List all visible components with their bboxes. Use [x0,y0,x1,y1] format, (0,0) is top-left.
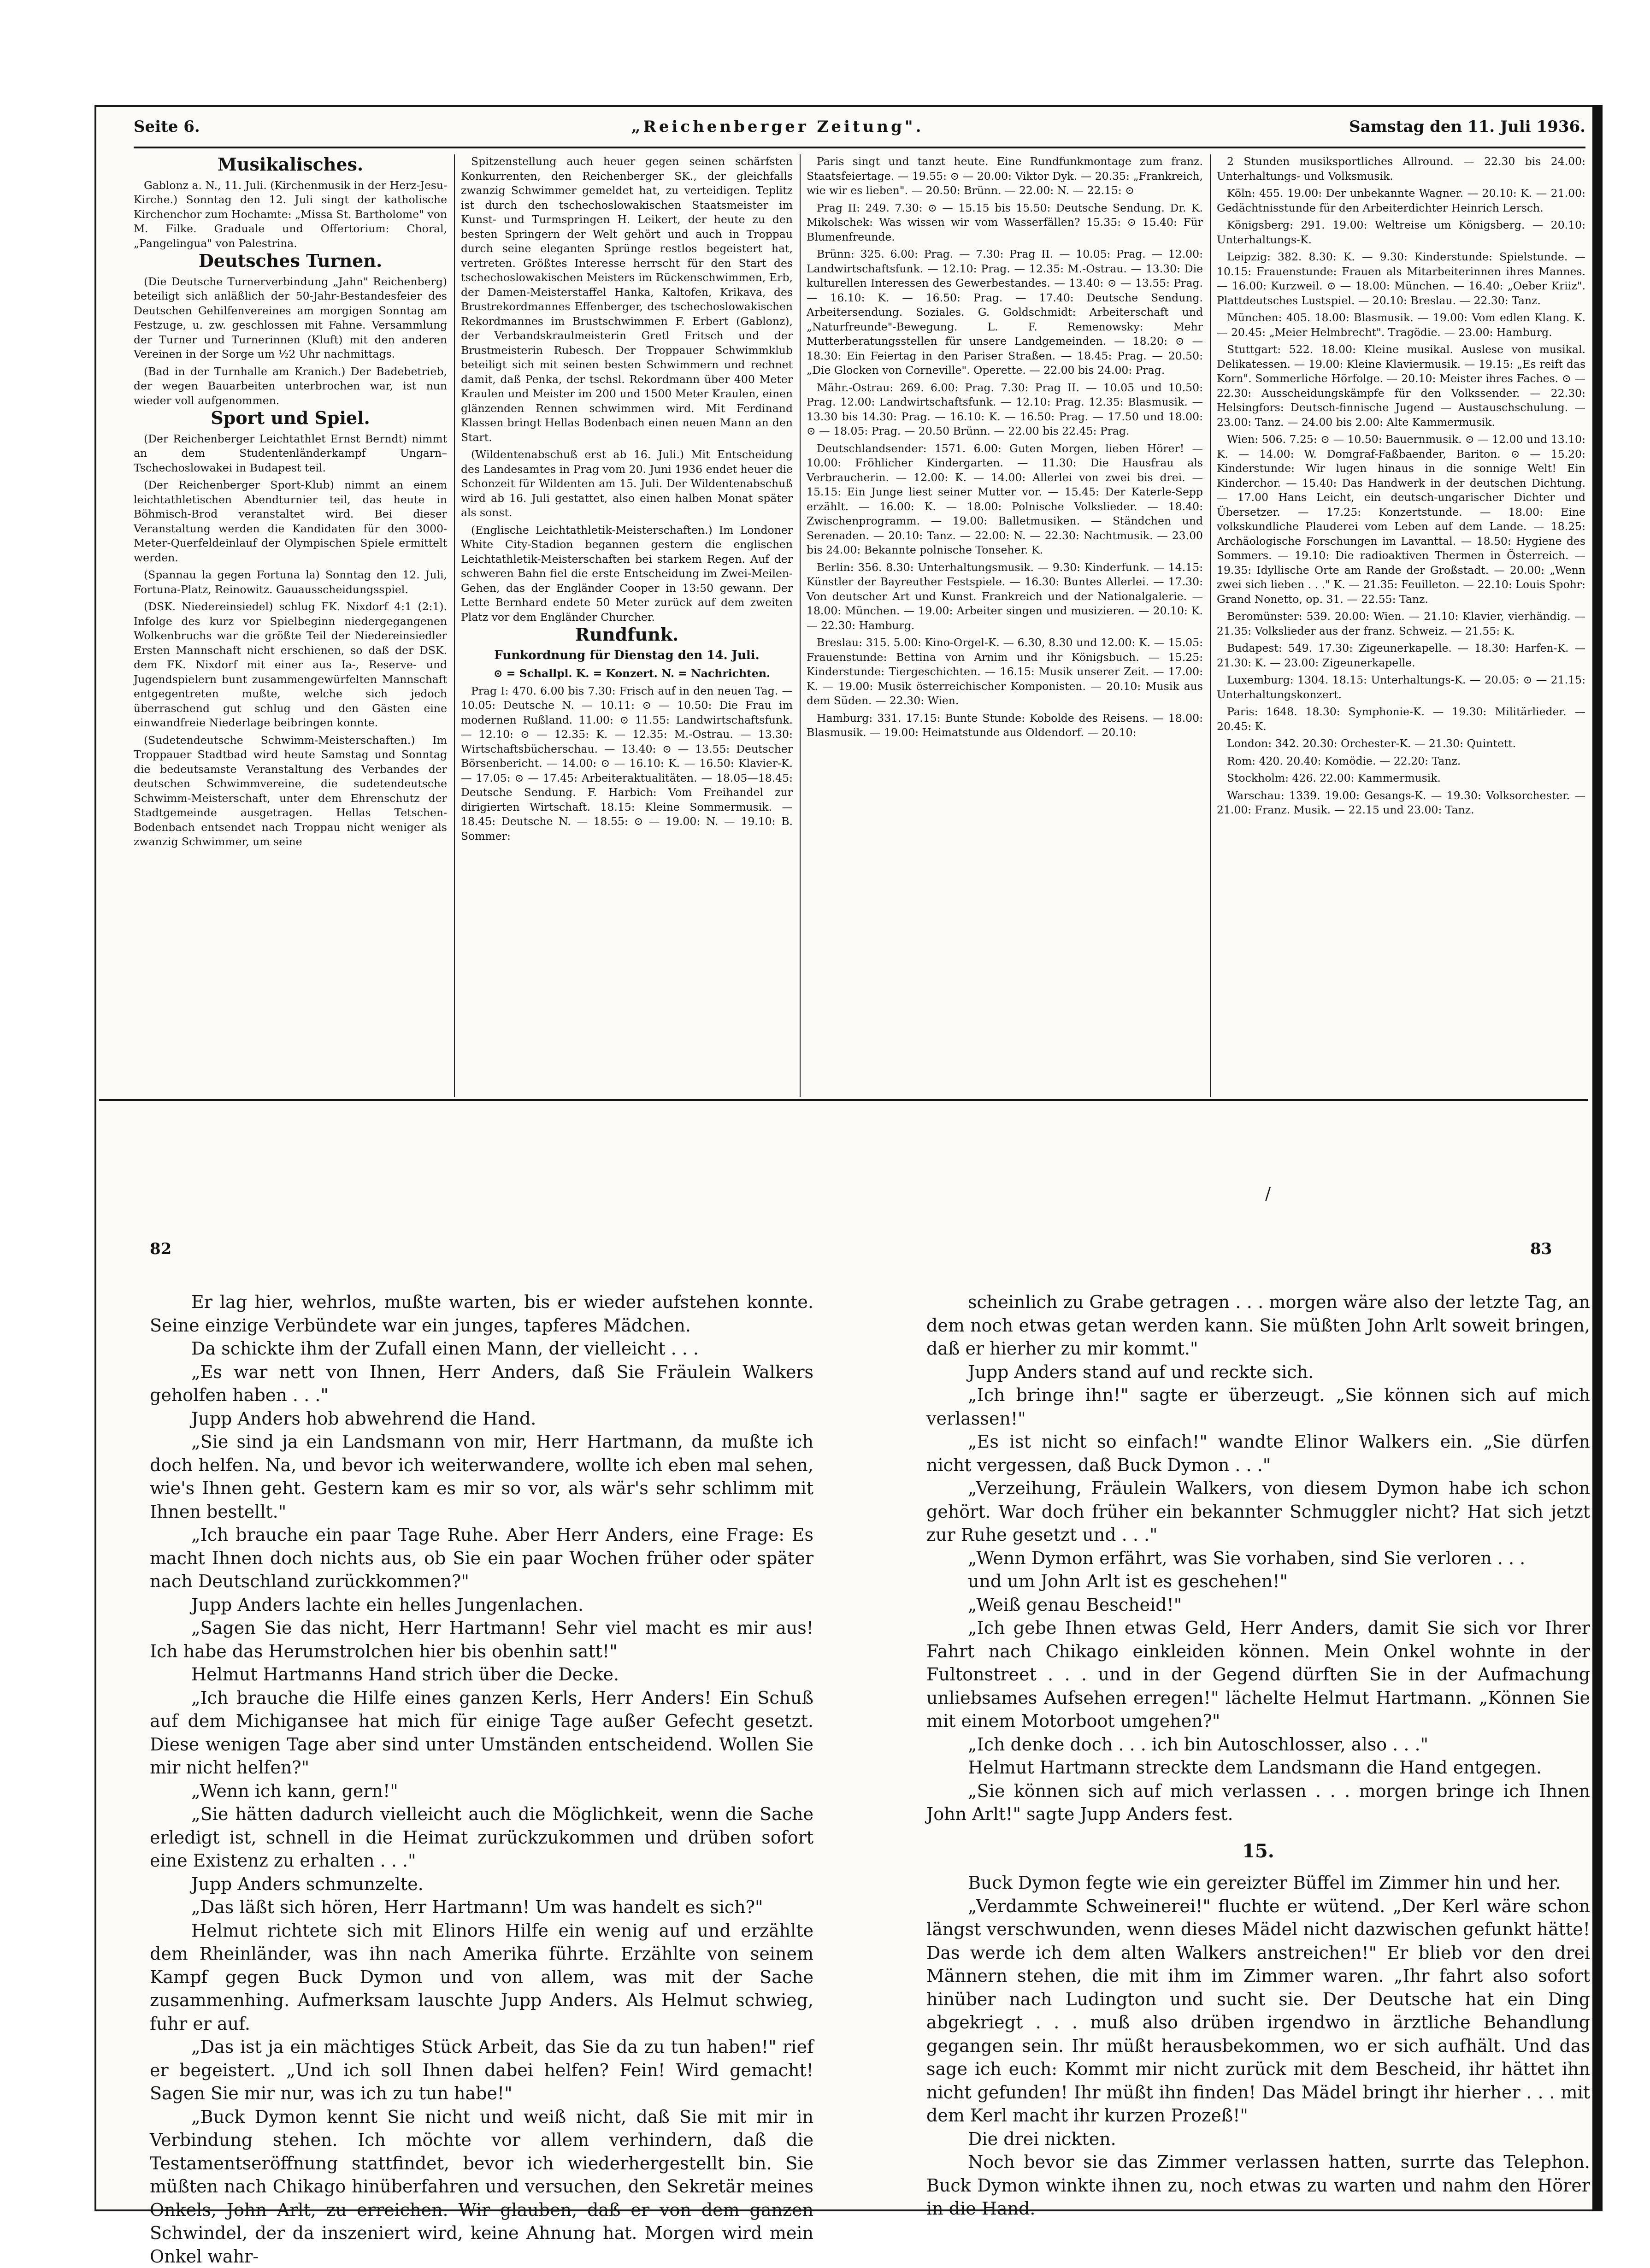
article-schwimmen-cont: Spitzenstellung auch heuer gegen seinen schärfsten Konkurrenten, den Reichenberger SK., der gleichfalls zwanzig Schwimmer gemeldet hat, zu verteidigen. Teplitz ist durch den tschechoslowakischen Staatsmeister im Kunst- und Turmspringen H. Leikert, der heute zu den besten Springern der Welt gehört und auch in Troppau durch seine eleganten Sprünge restlos begeistert hat, vertreten. Größtes Interesse herrscht für den Start des tschechoslowakischen Meisters im Rückenschwimmen, Erb, der Damen-Meisterstaffel Hanka, Kaltofen, Krikava, des Brustrekordmannes Effenberger, des tschechoslowakischen Rekordmannes im Brustschwimmen F. Erbert (Gablonz), der Verbandskraulmeisterin Gretl Fritsch und der Brustmeisterin Rubesch. Der Troppauer Schwimmklub beteiligt sich mit seinen besten Schwimmern und rechnet damit, daß Penka, der tschsl. Rekordmann über 400 Meter Kraulen und Meister im 200 und 1500 Meter Kraulen, einen glänzenden Rennen schwimmen wird. Mit Ferdinand Klassen bringt Hellas Bodenbach einen neuen Mann an den Start. [461,154,793,445]
novel-paragraph: Jupp Anders stand auf und reckte sich. [926,1361,1590,1384]
section-divider-rule [99,1099,1588,1101]
article-spannau: (Spannau la gegen Fortuna la) Sonntag den 12. Juli, Fortuna-Platz, Reinowitz. Gauausscheidungsspiel. [134,568,447,597]
article-music: Gablonz a. N., 11. Juli. (Kirchenmusik in der Herz-Jesu-Kirche.) Sonntag den 12. Juli singt der katholische Kirchenchor zum Hochamte: „Missa St. Bartholome" von M. Filke. Graduale und Offertorium: Choral, „Pangelingua" von Palestrina. [134,178,447,251]
column-sport-radio [461,154,793,1095]
article-niedereinsiedel: (DSK. Niedereinsiedel) schlug FK. Nixdorf 4:1 (2:1). Infolge des kurz vor Spielbeginn niedergegangenen Wolkenbruchs war die größte Teil der Niedereinsiedler Ersten Mannschaft nicht erschienen, so daß der DSK. dem FK. Nixdorf mit einer aus Ia-, Reserve- und Jugendspielern bunt zusammengewürfelten Mannschaft entgegentreten mußte, welche sich jedoch überraschend gut schlug und den Gästen eine einwandfreie Niederlage beibringen konnte. [134,600,447,730]
article-wildenten: (Wildentenabschuß erst ab 16. Juli.) Mit Entscheidung des Landesamtes in Prag vom 20. Juni 1936 endet heuer die Schonzeit für Wildenten am 15. Juli. Der Wildentenabschuß wird ab 16. Juli gestattet, also einen halben Monat später als sonst. [461,448,793,520]
novel-paragraph: „Weiß genau Bescheid!" [926,1593,1590,1617]
novel-paragraph: Helmut Hartmann streckte dem Landsmann die Hand entgegen. [926,1756,1590,1779]
column-divider [1210,154,1211,1097]
radio-luxemburg: Luxemburg: 1304. 18.15: Unterhaltungs-K. — 20.05: ⊙ — 21.15: Unterhaltungskonzert. [1217,673,1585,702]
radio-paris: Paris: 1648. 18.30: Symphonie-K. — 19.30: Militärlieder. — 20.45: K. [1217,705,1585,734]
novel-paragraph: „Das läßt sich hören, Herr Hartmann! Um was handelt es sich?" [150,1896,813,1919]
novel-paragraph: „Wenn ich kann, gern!" [150,1779,813,1803]
novel-paragraph: „Sie können sich auf mich verlassen . . . morgen bringe ich Ihnen John Arlt!" sagte Jupp Anders fest. [926,1779,1590,1826]
article-bad-turnhalle: (Bad in der Turnhalle am Kranich.) Der Badebetrieb, der wegen Bauarbeiten unterbrochen war, ist nun wieder voll aufgenommen. [134,365,447,408]
article-berndt: (Der Reichenberger Leichtathlet Ernst Berndt) nimmt an dem Studentenländerkampf Ungarn–Tschechoslowakei in Budapest teil. [134,432,447,476]
novel-paragraph: Da schickte ihm der Zufall einen Mann, der vielleicht . . . [150,1337,813,1361]
novel-paragraph: Jupp Anders lachte ein helles Jungenlachen. [150,1593,813,1617]
print-mark: / [1265,1184,1271,1203]
header-rule [134,147,1585,148]
novel-paragraph: und um John Arlt ist es geschehen!" [926,1570,1590,1593]
section-heading-radio: Rundfunk. [461,627,793,642]
radio-maehr-ostrau: Mähr.-Ostrau: 269. 6.00: Prag. 7.30: Prag II. — 10.05 und 10.50: Prag. 12.00: Landwirtschaftsfunk. — 12.10: Prag. 12.35: Blasmusik. — 13.30 bis 14.30: Prag. — 16.10: K. — 16.50: Prag. — 17.50 und 18.00: ⊙ — 18.05: Prag. — 20.50 Brünn. — 22.00 bis 22.45: Prag. [807,381,1203,439]
column-divider [800,154,801,1097]
radio-prag-1: Prag I: 470. 6.00 bis 7.30: Frisch auf in den neuen Tag. — 10.05: Deutsche N. — 10.11: ⊙ — 10.50: Die Frau im modernen Rußland. 11.00: ⊙ 11.55: Landwirtschaftsfunk. — 12.10: ⊙ — 12.35: K. — 12.35: M.-Ostrau. — 13.30: Wirtschaftsbücherschau. — 13.40: ⊙ — 13.55: Deutscher Börsenbericht. — 14.00: ⊙ — 16.10: K. — 16.50: Klavier-K. — 17.05: ⊙ — 17.45: Arbeiteraktualitäten. — 18.05—18.45: Deutsche Sendung. F. Harbich: Vom Freihandel zur dirigierten Wirtschaft. 18.15: Kleine Sommermusik. — 18.45: Deutsche N. — 18.55: ⊙ — 19.00: N. — 19.10: B. Sommer: [461,684,793,844]
radio-koeln: Köln: 455. 19.00: Der unbekannte Wagner. — 20.10: K. — 21.00: Gedächtnisstunde für den Arbeiterdichter Heinrich Lersch. [1217,186,1585,215]
novel-paragraph: „Das ist ja ein mächtiges Stück Arbeit, das Sie da zu tun haben!" rief er begeistert. „Und ich soll Ihnen dabei helfen? Fein! Wird gemacht! Sagen Sie mir nur, was ich zu tun habe!" [150,2035,813,2105]
column-divider [454,154,455,1097]
chapter-number: 15. [926,1840,1590,1863]
radio-warschau: Warschau: 1339. 19.00: Gesangs-K. — 19.30: Volksorchester. — 21.00: Franz. Musik. — 22.15 und 23.00: Tanz. [1217,789,1585,818]
radio-muenchen: München: 405. 18.00: Blasmusik. — 19.00: Vom edlen Klang. K. — 20.45: „Meier Helmbrecht". Tragödie. — 23.00: Hamburg. [1217,311,1585,340]
issue-date: Samstag den 11. Juli 1936. [1349,118,1585,136]
novel-paragraph: „Sie sind ja ein Landsmann von mir, Herr Hartmann, da mußte ich doch helfen. Na, und bevor ich weiterwandere, wollte ich eben mal sehen, wie's Ihnen geht. Gestern kam es mir so vor, als wär's sehr schlimm mit Ihnen bestellt." [150,1430,813,1523]
column-sport [134,154,447,1095]
novel-paragraph: „Es ist nicht so einfach!" wandte Elinor Walkers ein. „Sie dürfen nicht vergessen, daß Buck Dymon . . ." [926,1430,1590,1477]
page-label: Seite 6. [134,118,200,136]
article-sport-klub: (Der Reichenberger Sport-Klub) nimmt an einem leichtathletischen Abendturnier teil, das heute in Böhmisch-Brod veranstaltet wird. Bei dieser Veranstaltung werden die Kandidaten für den 3000-Meter-Querfeldeinlauf der Olympischen Spiele ermittelt werden. [134,478,447,565]
article-englische-meisterschaften: (Englische Leichtathletik-Meisterschaften.) Im Londoner White City-Stadion begannen gestern die englischen Leichtathletik-Meisterschaften bei starkem Regen. Auf der schweren Bahn fiel die erste Entscheidung im Zwei-Meilen-Gehen, das der Engländer Cooper in 13:50 gewann. Der Lette Bernhard endete 50 Meter zurück auf dem zweiten Platz vor dem Engländer Churcher. [461,523,793,625]
radio-wien: Wien: 506. 7.25: ⊙ — 10.50: Bauernmusik. ⊙ — 12.00 und 13.10: K. — 14.00: W. Domgraf-Faßbaender, Bariton. ⊙ — 15.20: Kinderstunde: Wir lugen hinaus in die sonnige Welt! Ein Kinderchor. — 15.40: Das Handwerk in der deutschen Dichtung. — 17.00 Hans Leicht, ein deutsch-ungarischer Dichter und Übersetzer. — 17.25: Konzertstunde. — 18.00: Eine volkskundliche Plauderei vom Leben auf dem Lande. — 18.25: Archäologische Forschungen im Lavanttal. — 18.50: Hygiene des Sommers. — 19.10: Die radioaktiven Thermen in Österreich. — 19.35: Idyllische Orte am Rande der Großstadt. — 20.00: „Wenn zwei sich lieben . . ." K. — 21.35: Feuilleton. — 22.10: Louis Spohr: Grand Nonetto, op. 31. — 22.55: Tanz. [1217,432,1585,607]
novel-paragraph: „Ich denke doch . . . ich bin Autoschlosser, also . . ." [926,1733,1590,1756]
novel-paragraph: „Es war nett von Ihnen, Herr Anders, daß Sie Fräulein Walkers geholfen haben . . ." [150,1361,813,1407]
radio-subheading: Funkordnung für Dienstag den 14. Juli. [461,648,793,663]
novel-paragraph: „Verdammte Schweinerei!" fluchte er wütend. „Der Kerl wäre schon längst verschwunden, wenn dieses Mädel nicht dazwischen gefunkt hätte! Das werde ich dem alten Walkers anstreichen!" Er blieb vor den drei Männern stehen, die mit ihm im Zimmer waren. „Ihr fahrt also sofort hinüber nach Ludington und sucht sie. Der Deutsche hat ein Ding abgekriegt . . . muß also drüben irgendwo in ärztliche Behandlung gegangen sein. Ihr müßt herausbekommen, wo er sich aufhält. Und das sage ich euch: Kommt mir nicht zurück mit dem Bescheid, ihr hättet ihn nicht gefunden! Ihr müßt ihn finden! Das Mädel bringt ihr hierher . . . mit dem Kerl macht ihr kurzen Prozeß!" [926,1895,1590,2127]
radio-breslau: Breslau: 315. 5.00: Kino-Orgel-K. — 6.30, 8.30 und 12.00: K. — 15.05: Frauenstunde: Bettina von Arnim und ihr Königsbuch. — 15.25: Kinderstunde: Tiergeschichten. — 16.15: Musik unserer Zeit. — 17.00: K. — 19.00: Musik österreichischer Komponisten. — 20.10: Musik aus dem Süden. — 22.30: Wien. [807,636,1203,708]
novel-page-number-right: 83 [1530,1240,1552,1258]
radio-budapest: Budapest: 549. 17.30: Zigeunerkapelle. — 18.30: Harfen-K. — 21.30: K. — 23.00: Zigeunerkapelle. [1217,641,1585,670]
novel-paragraph: Jupp Anders hob abwehrend die Hand. [150,1407,813,1431]
novel-paragraph: „Sagen Sie das nicht, Herr Hartmann! Sehr viel macht es mir aus! Ich habe das Herumstrolchen hier bis obenhin satt!" [150,1616,813,1663]
radio-legend: ⊙ = Schallpl. K. = Konzert. N. = Nachrichten. [461,666,793,681]
radio-rom: Rom: 420. 20.40: Komödie. — 22.20: Tanz. [1217,754,1585,769]
novel-paragraph: Helmut richtete sich mit Elinors Hilfe ein wenig auf und erzählte dem Rheinländer, was ihn nach Amerika führte. Erzählte von seinem Kampf gegen Buck Dymon und von allem, was mit der Sache zusammenhing. Aufmerksam lauschte Jupp Anders. Als Helmut schwieg, fuhr er auf. [150,1919,813,2036]
column-radio-1 [807,154,1203,1095]
novel-paragraph: Buck Dymon fegte wie ein gereizter Büffel im Zimmer hin und her. [926,1871,1590,1895]
column-radio-2 [1217,154,1585,1095]
novel-text-left [150,1290,813,2166]
section-heading-music: Musikalisches. [134,157,447,172]
novel-paragraph: „Ich brauche die Hilfe eines ganzen Kerls, Herr Anders! Ein Schuß auf dem Michigansee hat mich für einige Tage außer Gefecht gesetzt. Diese wenigen Tage aber sind unter Umständen entscheidend. Wollen Sie mir nicht helfen?" [150,1686,813,1779]
novel-paragraph: scheinlich zu Grabe getragen . . . morgen wäre also der letzte Tag, an dem noch etwas getan werden kann. Sie müßten John Arlt soweit bringen, daß er hierher zu mir kommt." [926,1290,1590,1361]
scan-edge [1592,105,1603,2211]
section-heading-gymnastics: Deutsches Turnen. [134,253,447,268]
novel-paragraph: Noch bevor sie das Zimmer verlassen hatten, surrte das Telephon. Buck Dymon winkte ihnen zu, noch etwas zu warten und nahm den Hörer in die Hand. [926,2150,1590,2221]
radio-prag-2: Prag II: 249. 7.30: ⊙ — 15.15 bis 15.50: Deutsche Sendung. Dr. K. Mikolschek: Was wissen wir vom Wasserfällen? 15.35: ⊙ 15.40: Für Blumenfreunde. [807,201,1203,245]
novel-paragraph: „Buck Dymon kennt Sie nicht und weiß nicht, daß Sie mit mir in Verbindung stehen. Ich möchte vor allem verhindern, daß die Testamentseröffnung stattfindet, bevor ich wiederhergestellt bin. Sie müßten nach Chikago hinüberfahren und versuchen, den Sekretär meines Onkels, John Arlt, zu erreichen. Wir glauben, daß er von dem ganzen Schwindel, der da inszeniert wird, keine Ahnung hat. Morgen wird mein Onkel wahr- [150,2105,813,2268]
newspaper-title: „Reichenberger Zeitung". [631,118,924,136]
novel-paragraph: Jupp Anders schmunzelte. [150,1873,813,1896]
novel-paragraph: „Ich brauche ein paar Tage Ruhe. Aber Herr Anders, eine Frage: Es macht Ihnen doch nichts aus, ob Sie ein paar Wochen früher oder später nach Deutschland zurückkommen?" [150,1523,813,1593]
radio-bruenn: Brünn: 325. 6.00: Prag. — 7.30: Prag II. — 10.05: Prag. — 12.00: Landwirtschaftsfunk. — 12.10: Prag. — 12.35: M.-Ostrau. — 13.30: Die kulturellen Interessen des Gewerbestandes. — 13.40: ⊙ — 13.55: Prag. — 16.10: K. — 16.50: Prag. — 17.40: Deutsche Sendung. Arbeitersendung. Soziales. G. Goldschmidt: Arbeiterschaft und „Naturfreunde"-Bewegung. L. F. Remenowsky: Mehr Mutterberatungsstellen für unsere Landgemeinden. — 18.20: ⊙ — 18.30: Ein Feiertag in den Pariser Straßen. — 18.45: Prag. — 20.50: „Die Glocken von Corneville". Operette. — 22.00 bis 24.00: Prag. [807,247,1203,378]
novel-paragraph: Er lag hier, wehrlos, mußte warten, bis er wieder aufstehen konnte. Seine einzige Verbündete war ein junges, tapferes Mädchen. [150,1290,813,1337]
radio-leipzig: Leipzig: 382. 8.30: K. — 9.30: Kinderstunde: Spielstunde. — 10.15: Frauenstunde: Frauen als Mitarbeiterinnen ihres Mannes. — 16.00: Kurzweil. ⊙ — 18.00: München. — 16.40: „Oeber Kriiz". Plattdeutsches Lustspiel. — 20.10: Breslau. — 22.30: Tanz. [1217,250,1585,308]
radio-koenigsberg: Königsberg: 291. 19.00: Weltreise um Königsberg. — 20.10: Unterhaltungs-K. [1217,218,1585,247]
novel-text-right [926,1290,1590,2166]
radio-hamburg-cont: 2 Stunden musiksportliches Allround. — 22.30 bis 24.00: Unterhaltungs- und Volksmusik. [1217,154,1585,183]
radio-beromuenster: Beromünster: 539. 20.00: Wien. — 21.10: Klavier, vierhändig. — 21.35: Volkslieder aus der franz. Schweiz. — 21.55: K. [1217,609,1585,638]
running-header [134,118,1585,145]
article-schwimm-meisterschaften: (Sudetendeutsche Schwimm-Meisterschaften.) Im Troppauer Stadtbad wird heute Samstag und Sonntag die bedeutsamste Veranstaltung des Verbandes der deutschen Schwimmvereine, die sudetendeutsche Schwimm-Meisterschaft, unter dem Ehrenschutz der Stadtgemeinde ausgetragen. Hellas Tetschen-Bodenbach entsendet nach Troppau nicht weniger als zwanzig Schwimmer, um seine [134,733,447,849]
radio-deutschlandsender: Deutschlandsender: 1571. 6.00: Guten Morgen, lieben Hörer! — 10.00: Fröhlicher Kindergarten. — 11.30: Die Hausfrau als Verbraucherin. — 12.00: K. — 14.00: Allerlei von zwei bis drei. — 15.15: Ein Junge liest seiner Mutter vor. — 15.45: Der Katerle-Sepp erzählt. — 16.00: K. — 18.00: Polnische Volkslieder. — 18.40: Zwischenprogramm. — 19.00: Balletmusiken. — Ständchen und Serenaden. — 20.10: Tanz. — 22.00: N. — 22.30: Nachtmusik. — 23.00 bis 24.00: Bekannte polnische Tonseher. K. [807,442,1203,558]
radio-london: London: 342. 20.30: Orchester-K. — 21.30: Quintett. [1217,736,1585,751]
radio-stuttgart: Stuttgart: 522. 18.00: Kleine musikal. Auslese von musikal. Delikatessen. — 19.00: Kleine Klaviermusik. — 19.15: „Es reift das Korn". Sommerliche Hörfolge. — 20.10: Meister ihres Faches. ⊙ — 22.30: Ausscheidungskämpfe für den Volkssender. — 22.30: Helsingfors: Deutsch-finnische Jugend — Austauschschulung. — 23.00: Tanz. — 24.00 bis 2.00: Alte Kammermusik. [1217,342,1585,430]
radio-hamburg: Hamburg: 331. 17.15: Bunte Stunde: Kobolde des Reisens. — 18.00: Blasmusik. — 19.00: Heimatstunde aus Oldendorf. — 20.10: [807,711,1203,740]
novel-page-number-left: 82 [150,1240,171,1258]
radio-stockholm: Stockholm: 426. 22.00: Kammermusik. [1217,771,1585,786]
novel-paragraph: „Verzeihung, Fräulein Walkers, von diesem Dymon habe ich schon gehört. War doch früher ein bekannter Schmuggler nicht? Hat sich jetzt zur Ruhe gesetzt und . . ." [926,1477,1590,1547]
radio-paris-cont: Paris singt und tanzt heute. Eine Rundfunkmontage zum franz. Staatsfeiertage. — 19.55: ⊙ — 20.00: Viktor Dyk. — 20.35: „Frankreich, wie wir es lieben". — 20.50: Brünn. — 22.00: N. — 22.15: ⊙ [807,154,1203,198]
novel-paragraph: „Ich bringe ihn!" sagte er überzeugt. „Sie können sich auf mich verlassen!" [926,1384,1590,1430]
radio-berlin: Berlin: 356. 8.30: Unterhaltungsmusik. — 9.30: Kinderfunk. — 14.15: Künstler der Bayreuther Festspiele. — 16.30: Buntes Allerlei. — 17.30: Von deutscher Art und Kunst. Frankreich und der Nationalgalerie. — 18.00: München. — 19.00: Arbeiter singen und musizieren. — 20.10: K. — 22.30: Hamburg. [807,560,1203,633]
novel-paragraph: „Sie hätten dadurch vielleicht auch die Möglichkeit, wenn die Sache erledigt ist, schnell in die Heimat zurückzukommen und drüben sofort eine Existenz zu erhalten . . ." [150,1803,813,1873]
novel-paragraph: „Wenn Dymon erfährt, was Sie vorhaben, sind Sie verloren . . . [926,1547,1590,1570]
section-heading-sport: Sport und Spiel. [134,411,447,425]
novel-paragraph: Die drei nickten. [926,2127,1590,2151]
novel-paragraph: „Ich gebe Ihnen etwas Geld, Herr Anders, damit Sie sich vor Ihrer Fahrt nach Chikago einkleiden können. Mein Onkel wohnte in der Fultonstreet . . . und in der Gegend dürften Sie in der Aufmachung unliebsames Aufsehen erregen!" lächelte Helmut Hartmann. „Können Sie mit einem Motorboot umgehen?" [926,1616,1590,1733]
novel-paragraph: Helmut Hartmanns Hand strich über die Decke. [150,1663,813,1686]
article-turnerverbindung: (Die Deutsche Turnerverbindung „Jahn" Reichenberg) beteiligt sich anläßlich der 50-Jahr-Bestandesfeier des Deutschen Gehilfenvereines am morgigen Sonntag am Festzuge, u. zw. geschlossen mit Fahne. Versammlung der Turner und Turnerinnen (Kluft) mit den anderen Vereinen in der Sorge um ½2 Uhr nachmittags. [134,275,447,362]
